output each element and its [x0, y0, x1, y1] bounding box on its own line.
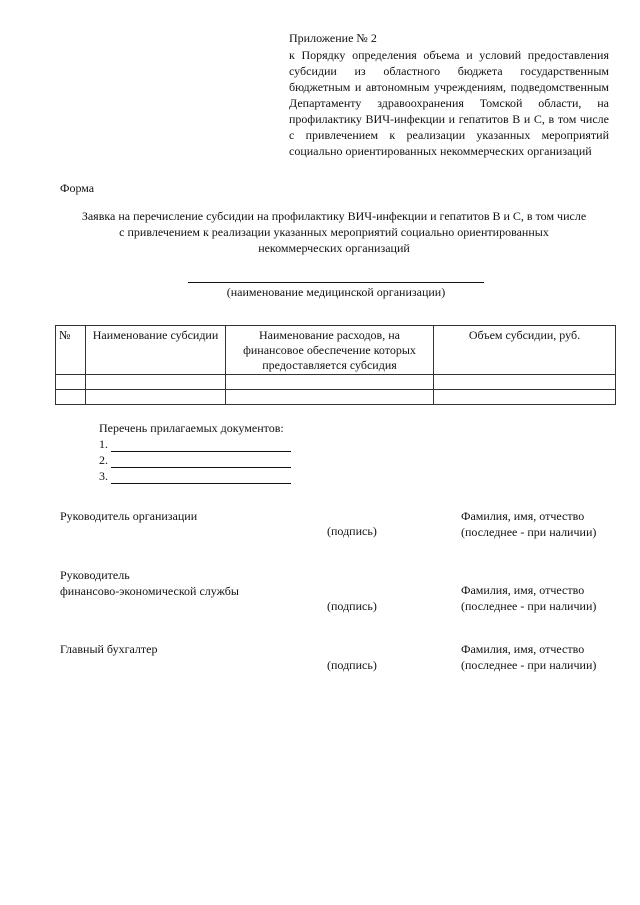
- fio-label: Фамилия, имя, отчество: [461, 509, 585, 523]
- appendix-title: Приложение № 2: [289, 31, 377, 45]
- org-name-line: [188, 282, 484, 283]
- subsidy-table: [55, 325, 616, 405]
- documents-title: Перечень прилагаемых документов:: [99, 421, 284, 435]
- fio-note: (последнее - при наличии): [461, 658, 597, 672]
- table-cell[interactable]: [56, 390, 86, 405]
- org-name-caption: (наименование медицинской организации): [226, 285, 446, 299]
- signer-role-line: Руководитель: [60, 568, 130, 582]
- heading-line-3: некоммерческих организаций: [258, 241, 410, 255]
- table-header-row: [56, 326, 616, 375]
- table-cell[interactable]: [56, 375, 86, 390]
- appendix-body: к Порядку определения объема и условий предоставления субсидии из областного бюджета государственным бюджетным и автономным учреждениям, подведомственным Департаменту здравоохранения Томской области, на профилактику ВИЧ-инфекции и гепатитов В и С, в том числе с привлечением к реализации указанных мероприятий социально ориентированных некоммерческих организаций: [289, 48, 609, 158]
- table-header-expense-name: Наименование расходов, на финансовое обеспечение которых предоставляется субсидия: [226, 326, 434, 375]
- fio-note: (последнее - при наличии): [461, 525, 597, 539]
- table-row: [56, 375, 616, 390]
- signer-role-finance: [60, 567, 340, 599]
- heading-line-1: Заявка на перечисление субсидии на профилактику ВИЧ-инфекции и гепатитов В и С, в том числе: [81, 209, 587, 223]
- table-cell[interactable]: [226, 390, 434, 405]
- document-item-field[interactable]: [111, 455, 291, 468]
- table-header-number: №: [56, 326, 86, 375]
- signer-role-accountant: Главный бухгалтер: [60, 642, 158, 656]
- document-item-field[interactable]: [111, 439, 291, 452]
- table-row: [56, 390, 616, 405]
- table-header-subsidy-name: Наименование субсидии: [86, 326, 226, 375]
- signature-caption: (подпись): [327, 658, 377, 672]
- signer-role-head: Руководитель организации: [60, 509, 198, 523]
- appendix-block: [289, 30, 609, 159]
- form-label: Форма: [60, 181, 95, 195]
- attached-documents: [99, 420, 291, 484]
- document-heading: [60, 208, 608, 256]
- heading-line-2: с привлечением к реализации указанных мероприятий социально ориентированных: [119, 225, 549, 239]
- document-item: [99, 468, 291, 484]
- document-item-number: 2.: [99, 453, 108, 467]
- fio-label: Фамилия, имя, отчество: [461, 583, 585, 597]
- table-cell[interactable]: [434, 390, 616, 405]
- signer-role-line: финансово-экономической службы: [60, 584, 239, 598]
- table-header-amount: Объем субсидии, руб.: [434, 326, 616, 375]
- table-cell[interactable]: [86, 375, 226, 390]
- table-cell[interactable]: [86, 390, 226, 405]
- table-cell[interactable]: [226, 375, 434, 390]
- fio-label: Фамилия, имя, отчество: [461, 642, 585, 656]
- document-item-field[interactable]: [111, 471, 291, 484]
- fio-note: (последнее - при наличии): [461, 599, 597, 613]
- document-item-number: 3.: [99, 469, 108, 483]
- signature-caption: (подпись): [327, 524, 377, 538]
- table-cell[interactable]: [434, 375, 616, 390]
- signature-caption: (подпись): [327, 599, 377, 613]
- document-item-number: 1.: [99, 437, 108, 451]
- document-item: [99, 436, 291, 452]
- document-item: [99, 452, 291, 468]
- signer-fio: [461, 582, 621, 614]
- signer-fio: [461, 641, 621, 673]
- signer-fio: [461, 508, 621, 540]
